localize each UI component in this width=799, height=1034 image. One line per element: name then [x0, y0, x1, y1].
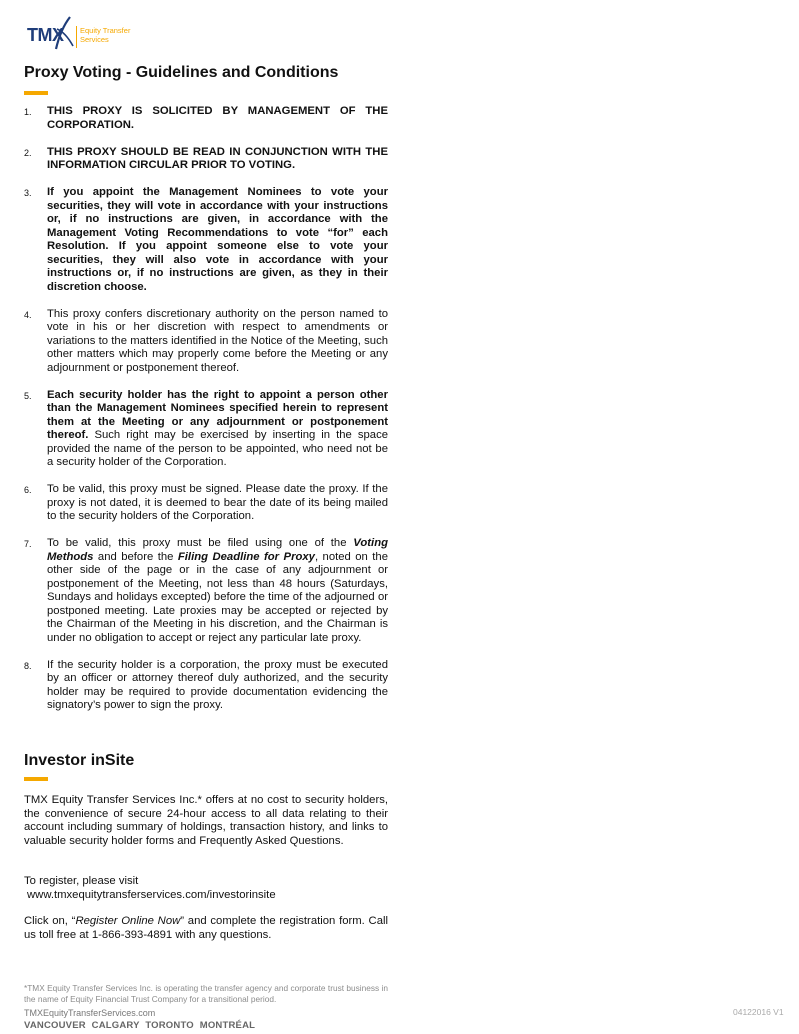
- guideline-item-4: 4. This proxy confers discretionary authority on the person named to vote in his or her discretion with respect to amendments or variations to the matters identified in the Notice of the Meeting, such other matters which may properly come before the Meeting or any adjournment or postponement thereof.: [24, 307, 388, 374]
- filing-deadline-emphasis: Filing Deadline for Proxy: [177, 550, 315, 563]
- guideline-item-5: 5. Each security holder has the right to appoint a person other than the Management Nominees specified herein to represent them at the Meeting or any adjournment or postponement thereof. Such right may be exercised by inserting in the space provided the name of the person to be appointed, who need not be a security holder of the Corporation.: [24, 388, 388, 468]
- insite-accent-bar: [24, 777, 48, 781]
- version-code: 04122016 V1: [733, 1007, 784, 1017]
- website-link[interactable]: TMXEquityTransferServices.com: [24, 1008, 156, 1018]
- guideline-item-7: 7. To be valid, this proxy must be filed using one of the Voting Methods and before the Filing Deadline for Proxy, noted on the other side of the page or in the case of any adjournment or postponement of the Meeting, not less than 48 hours (Saturdays, Sundays and holidays excepted) before the time of the adjourned or postponed meeting. Late proxies may be accepted or rejected by the Chairman of the Meeting in his discretion, and the Chairman is under no obligation to accept or reject any particular late proxy.: [24, 537, 388, 644]
- logo-subtitle: Equity Transfer Services: [80, 26, 131, 44]
- guidelines-accent-bar: [24, 91, 48, 95]
- logo-tmx-wordmark: TMX: [27, 25, 64, 45]
- insite-paragraph: TMX Equity Transfer Services Inc.* offers at no cost to security holders, the convenience of secure 24-hour access to all data relating to their account including summary of holdings, transaction history, and links to valuable security holder forms and Frequently Asked Questions.: [24, 794, 388, 847]
- insite-register: [24, 875, 388, 902]
- guidelines-list: [24, 105, 388, 726]
- guideline-item-2: 2. THIS PROXY SHOULD BE READ IN CONJUNCTION WITH THE INFORMATION CIRCULAR PRIOR TO VOTING.: [24, 145, 388, 171]
- logo-divider: [76, 26, 77, 48]
- logo-swoosh-icon: [54, 16, 76, 50]
- guideline-item-6: 6. To be valid, this proxy must be signed. Please date the proxy. If the proxy is not dated, it is deemed to bear the date of its being mailed to the security holders of the Corporation.: [24, 483, 388, 522]
- guideline-item-1: 1. THIS PROXY IS SOLICITED BY MANAGEMENT OF THE CORPORATION.: [24, 105, 388, 131]
- insite-title: Investor inSite: [24, 752, 135, 769]
- register-online-now-link[interactable]: Register Online Now: [75, 915, 181, 927]
- company-logo: [24, 14, 164, 56]
- guidelines-title: Proxy Voting - Guidelines and Conditions: [24, 64, 339, 81]
- guideline-item-3: 3. If you appoint the Management Nominees to vote your securities, they will vote in accordance with your instructions or, if no instructions are given, in accordance with the Management Voting Recommendations to vote “for” each Resolution. If you appoint someone else to vote your securities, they will also vote in accordance with your instructions or, if no instructions are given, as they in their discretion choose.: [24, 186, 388, 293]
- guideline-item-8: 8. If the security holder is a corporation, the proxy must be executed by an officer or attorney thereof duly authorized, and the security holder may be required to provide documentation evidencing the signatory’s power to sign the proxy.: [24, 658, 388, 711]
- investorinsite-url[interactable]: www.tmxequitytransferservices.com/investorinsite: [27, 888, 276, 901]
- register-line: To register, please visit: [24, 875, 139, 887]
- footnote: *TMX Equity Transfer Services Inc. is operating the transfer agency and corporate trust business in the name of Equity Financial Trust Company for a transitional period.: [24, 983, 388, 1004]
- insite-click-instructions: Click on, “Register Online Now” and complete the registration form. Call us toll free at 1-866-393-4891 with any questions.: [24, 915, 389, 941]
- office-cities: VANCOUVER CALGARY TORONTO MONTRÉAL: [24, 1020, 256, 1031]
- voting-methods-emphasis: Voting Methods: [47, 537, 388, 563]
